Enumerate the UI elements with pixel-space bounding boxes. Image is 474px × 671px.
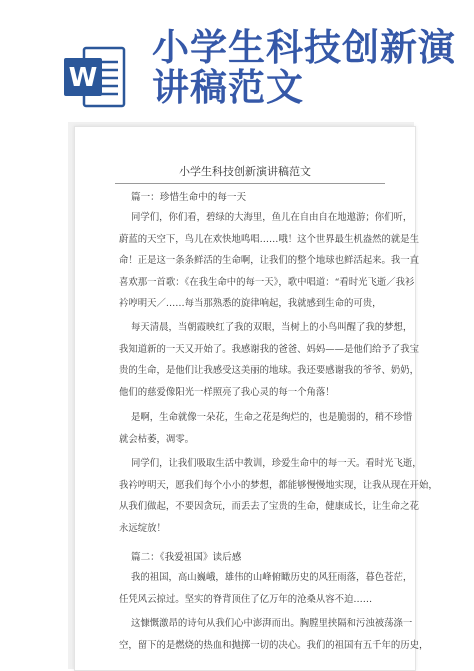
paragraph-line: 永远绽放！ [119, 522, 166, 534]
document-title: 小学生科技创新演讲稿范文 [179, 165, 311, 178]
paragraph-line: 任凭风云掠过。坚实的脊背顶住了亿万年的沧桑从容不迫…… [119, 593, 373, 605]
paragraph-line: 我知道新的一天又开始了。我感谢我的爸爸、妈妈——是他们给予了我宝 [119, 343, 420, 355]
word-document-icon [62, 44, 128, 110]
banner-title-line-2: 讲稿范文 [152, 66, 304, 109]
document-page [74, 126, 438, 671]
paragraph-5 [119, 567, 413, 610]
paragraph-1 [119, 207, 420, 315]
paragraph-line: 贵的生命，是他们让我感受这美丽的地球。我还要感谢我的爷爷、奶奶， [119, 365, 420, 376]
paragraph-6 [119, 613, 429, 656]
paragraph-line: 是啊，生命就像一朵花，生命之花是绚烂的，也是脆弱的，稍不珍惜 [131, 412, 413, 423]
paragraph-line: 他们的慈爱像阳光一样照亮了我心灵的每一个角落！ [119, 386, 335, 398]
section-heading-2: 篇二：《我爱祖国》读后感 [131, 552, 242, 563]
paragraph-line: 就会枯萎，凋零。 [119, 433, 195, 445]
section-heading-1: 篇一：珍惜生命中的每一天 [131, 192, 247, 203]
paragraph-line: 每天清晨，当朝霞映红了我的双眼，当树上的小鸟叫醒了我的梦想， [131, 322, 413, 333]
paragraph-line: 同学们，你们看，碧绿的大海里，鱼儿在自由自在地遨游；你们听， [131, 212, 413, 223]
paragraph-4 [119, 453, 438, 539]
banner [0, 0, 474, 116]
paragraph-line: 这慷慨激昂的诗句从我们心中澎湃而出。胸膛里挟隔和污浊被荡涤一 [131, 618, 413, 629]
paragraph-2 [119, 317, 420, 403]
paragraph-line: 蔚蓝的天空下，鸟儿在欢快地鸣唱……哦！这个世界最生机盎然的就是生 [119, 233, 420, 245]
title-divider [115, 183, 385, 184]
paragraph-line: 空，留下的是燃烧的热血和抛掷一切的决心。我们的祖国有五千年的历史， [119, 639, 429, 651]
paragraph-line: 我的祖国，高山巍峨，雄伟的山峰俯瞰历史的风狂雨落，暮色苍茫， [131, 572, 413, 583]
paragraph-line: 衿哼明天／……每当那熟悉的旋律响起，我就感到生命的可贵， [119, 298, 382, 309]
paragraph-line: 我衿哼明天，愿我们每个小小的梦想，都能够慢慢地实现，让我从现在开始， [119, 479, 438, 491]
word-logo-letter: W [68, 63, 98, 93]
banner-title-line-1: 小学生科技创新演 [152, 26, 456, 69]
paragraph-3 [119, 407, 413, 450]
paragraph-line: 同学们，让我们吸取生活中教训，珍爱生命中的每一天。看时光飞逝， [131, 458, 422, 469]
paragraph-line: 从我们做起，不要因贪玩，而丢去了宝贵的生命，健康成长，让生命之花 [119, 501, 420, 512]
paragraph-line: 喜欢那一首歌：《在我生命中的每一天》，歌中唱道：“看时光飞逝／我衫 [119, 276, 415, 288]
paragraph-line: 命！正是这一条条鲜活的生命啊，让我们的整个地球也鲜活起来。我一直 [119, 255, 420, 266]
